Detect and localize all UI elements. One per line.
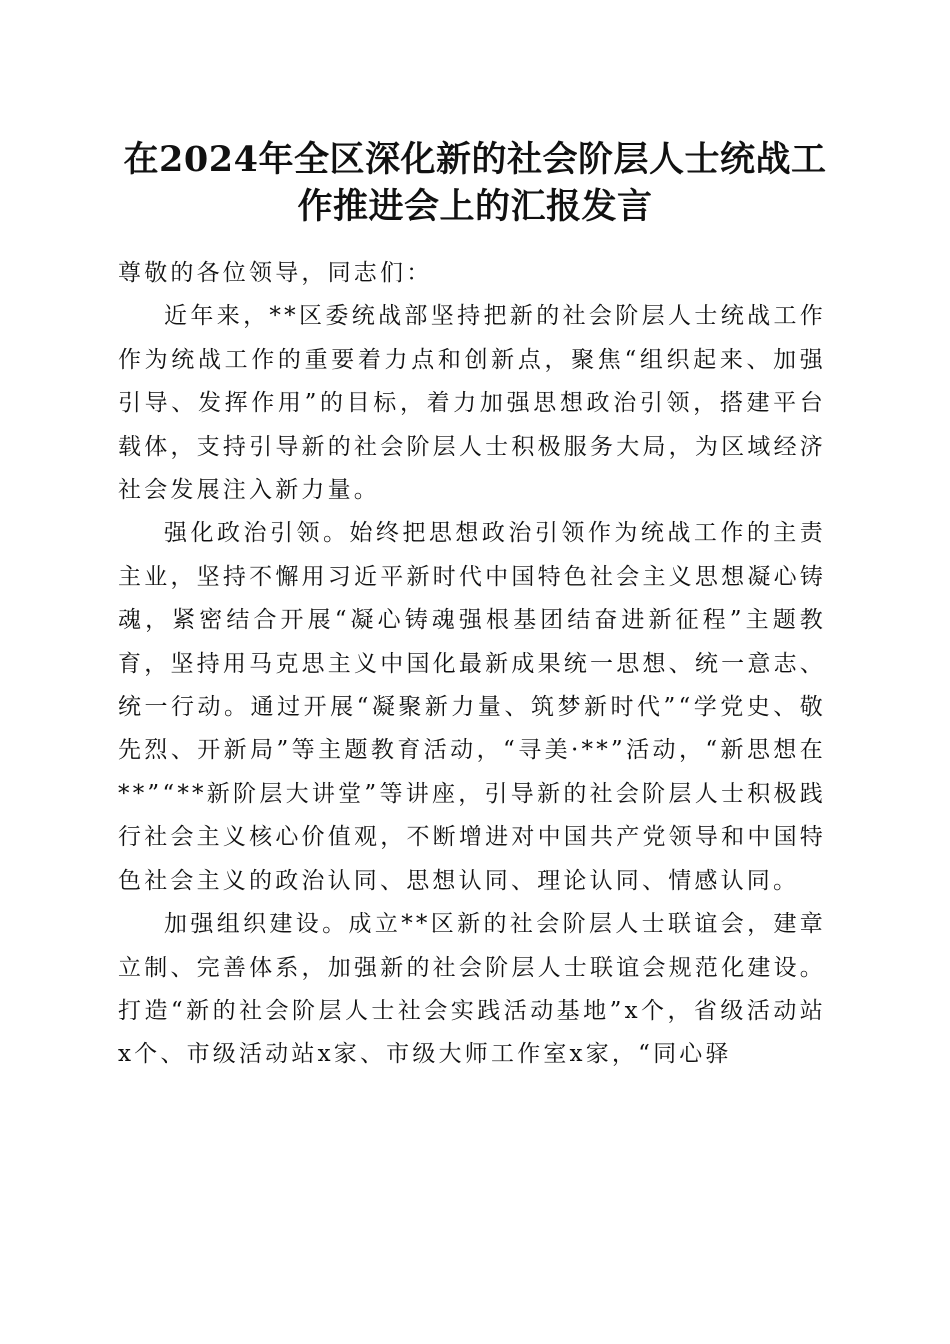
paragraph-intro: 近年来，**区委统战部坚持把新的社会阶层人士统战工作作为统战工作的重要着力点和创新点，聚焦“组织起来、加强引导、发挥作用”的目标，着力加强思想政治引领，搭建平台载体，支持引导新的社会阶层人士积极服务大局，为区域经济社会发展注入新力量。 (118, 303, 826, 504)
salutation: 尊敬的各位领导，同志们： (118, 260, 433, 286)
document-body (118, 252, 826, 1077)
document-title: 在2024年全区深化新的社会阶层人士统战工作推进会上的汇报发言 (123, 139, 827, 227)
paragraph-organization-building: 加强组织建设。成立**区新的社会阶层人士联谊会，建章立制、完善体系，加强新的社会阶层人士联谊会规范化建设。打造“新的社会阶层人士社会实践活动基地”x个，省级活动站x个、市级活动站x家、市级大师工作室x家，“同心驿 (118, 911, 826, 1068)
paragraph-political-guidance: 强化政治引领。始终把思想政治引领作为统战工作的主责主业，坚持不懈用习近平新时代中国特色社会主义思想凝心铸魂，紧密结合开展“凝心铸魂强根基团结奋进新征程”主题教育，坚持用马克思主义中国化最新成果统一思想、统一意志、统一行动。通过开展“凝聚新力量、筑梦新时代”“学党史、敬先烈、开新局”等主题教育活动，“寻美·**”活动，“新思想在**”“**新阶层大讲堂”等讲座，引导新的社会阶层人士积极践行社会主义核心价值观，不断增进对中国共产党领导和中国特色社会主义的政治认同、思想认同、理论认同、情感认同。 (118, 520, 826, 894)
